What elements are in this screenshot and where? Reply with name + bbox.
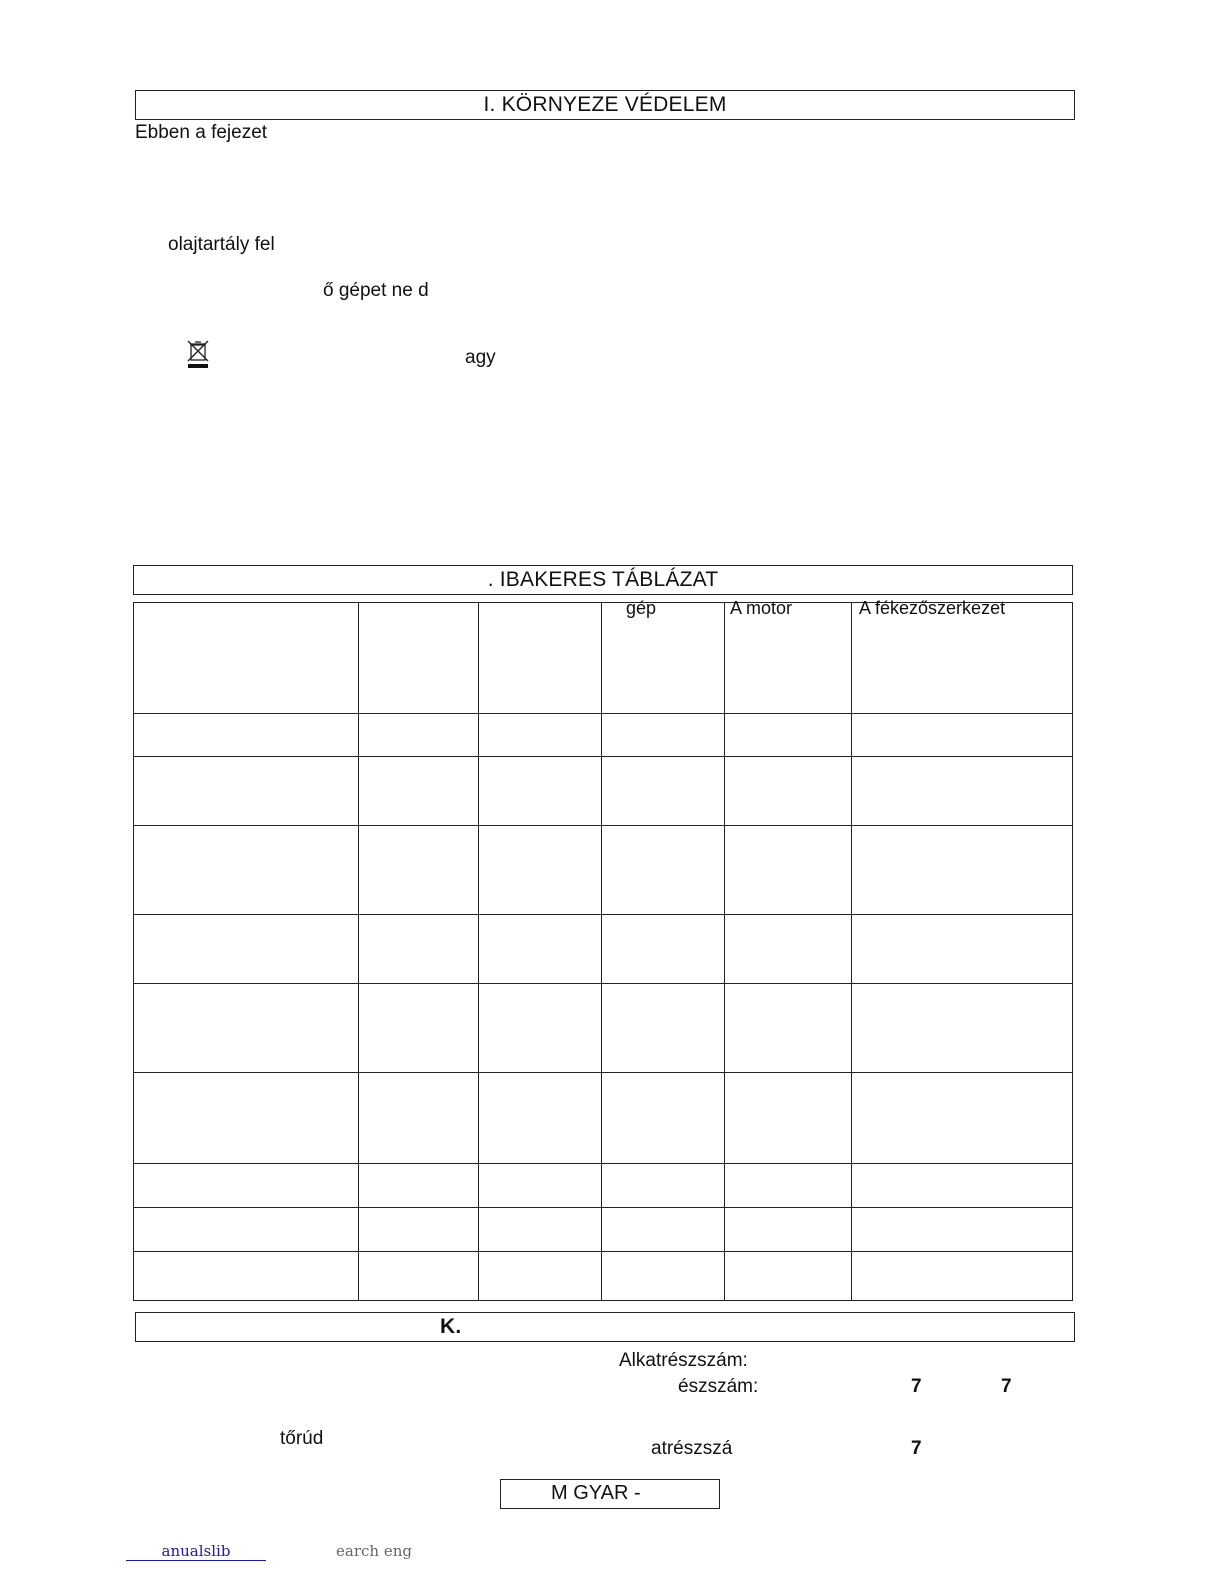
serial-number-label: észszám: [678, 1376, 759, 1397]
table-column-divider [724, 602, 725, 1301]
section-k-label: K. [440, 1315, 462, 1338]
table-header-brake: A fékezőszerkezet [859, 598, 1006, 618]
crossed-out-bin-icon [186, 339, 210, 374]
footer-link-text[interactable]: anualslib [161, 1542, 231, 1560]
rod-label: tőrúd [280, 1428, 324, 1449]
table-column-divider [601, 602, 602, 1301]
table-row-divider [133, 1251, 1073, 1252]
table-header-machine: gép [626, 598, 657, 618]
environment-line-4: agy [465, 347, 496, 368]
section-title-k [135, 1312, 1075, 1342]
table-row-divider [133, 1207, 1073, 1208]
table-row-divider [133, 1072, 1073, 1073]
table-column-divider [358, 602, 359, 1301]
table-row-divider [133, 983, 1073, 984]
table-row-divider [133, 713, 1073, 714]
part-value: 7 [911, 1438, 922, 1459]
table-row-divider [133, 825, 1073, 826]
troubleshooting-table [133, 602, 1073, 1301]
serial-value-2: 7 [1001, 1376, 1012, 1397]
language-label: M GYAR - [551, 1482, 641, 1504]
table-row-divider [133, 1163, 1073, 1164]
table-column-divider [851, 602, 852, 1301]
environment-line-3: ő gépet ne d [323, 280, 429, 301]
table-row-divider [133, 914, 1073, 915]
section-title-troubleshooting: . IBAKERES TÁBLÁZAT [133, 565, 1073, 595]
part-label: atrészszá [651, 1438, 733, 1459]
part-number-label: Alkatrészszám: [619, 1350, 748, 1371]
serial-value-1: 7 [911, 1376, 922, 1397]
footer-text: earch eng [336, 1542, 412, 1560]
table-row-divider [133, 756, 1073, 757]
section-title-environment: I. KÖRNYEZE VÉDELEM [135, 90, 1075, 120]
language-box [500, 1479, 720, 1509]
environment-line-1: Ebben a fejezet [135, 122, 268, 143]
environment-line-2: olajtartály fel [168, 234, 275, 255]
table-column-divider [478, 602, 479, 1301]
table-header-motor: A motor [730, 598, 793, 618]
footer-link[interactable] [126, 1542, 266, 1561]
